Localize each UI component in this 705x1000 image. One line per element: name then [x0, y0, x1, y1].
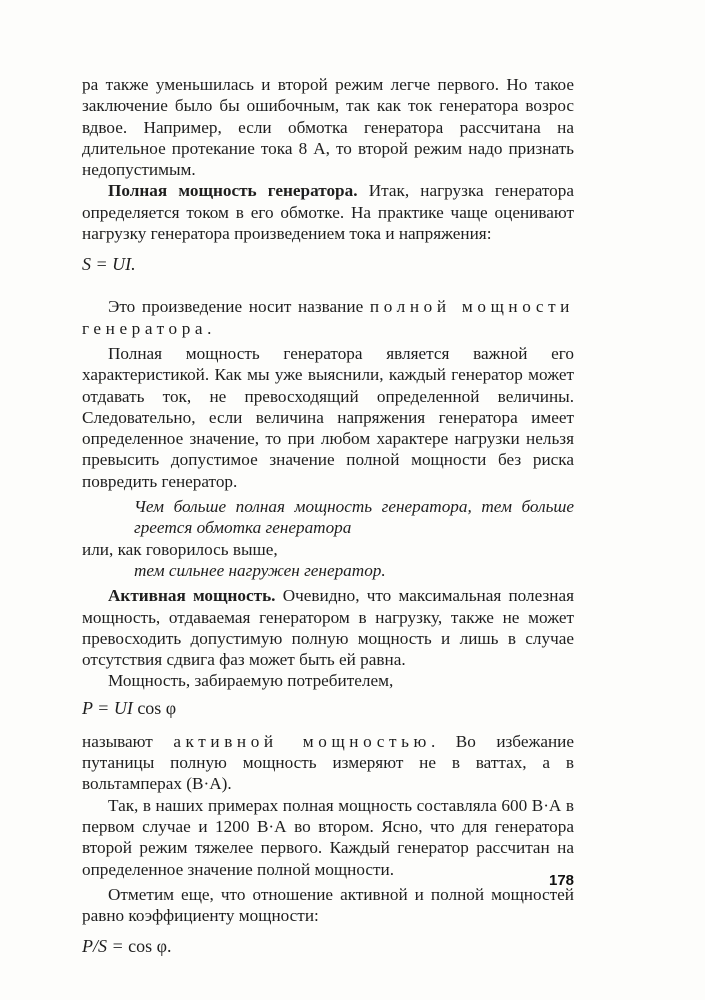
italic-rule: Чем больше полная мощность генератора, тем больше греется обмотка генератора: [134, 497, 574, 538]
paragraph-text: Это произведение носит название: [108, 297, 370, 317]
paragraph-continuation: ра также уменьшилась и второй режим легче первого. Но такое заключение было бы ошибочным, так как ток генератора возрос вдвое. Например, если обмотка генератора рассчитана на длительное протекание тока 8 А, то второй режим надо признать недопустимым.: [82, 75, 574, 180]
paragraph-connector: или, как говорилось выше,: [82, 539, 278, 559]
paragraph-text: Очевидно, что максимальная полезная мощность, отдаваемая генератором в нагрузку, также не может превосходить допустимую полную мощность и лишь в случае отсутствия сдвига фаз может быть ей равна.: [82, 586, 574, 670]
paragraph-text: .: [207, 318, 212, 338]
paragraph-consumer-power: Мощность, забираемую потребителем,: [108, 671, 394, 691]
spaced-term-active-power: активной мощностью: [173, 731, 431, 751]
paragraph-characteristic: Полная мощность генератора является важной его характеристикой. Как мы уже выяснили, каждый генератор может отдавать ток, не превосходящий определенной величины. Следовательно, если величина напряжения генератора имеет определенное значение, то при любом характере нагрузки нельзя превысить допустимое значение полной мощности без риска повредить генератор.: [82, 343, 574, 491]
formula-full-power: S = UI.: [82, 254, 136, 275]
formula-main: P/S =: [82, 936, 129, 957]
paragraph-text: Итак, нагрузка генератора определяется током в его обмотке. На практике чаще оценивают нагрузку генератора произведением тока и напряжения:: [82, 181, 574, 244]
formula-active-power: [82, 692, 574, 731]
page-number: 178: [549, 872, 575, 889]
page-text: [82, 74, 574, 960]
paragraph-full-power: [82, 180, 574, 244]
paragraph-text: называют: [82, 731, 174, 751]
run-in-heading-active-power: Активная мощность.: [108, 586, 276, 606]
formula-cos: cos φ.: [128, 936, 172, 957]
paragraph-ratio: Отметим еще, что отношение активной и полной мощностей равно коэффициенту мощности:: [82, 884, 574, 926]
run-in-heading-full-power: Полная мощность генератора.: [108, 181, 358, 201]
paragraph-definition: [82, 296, 574, 339]
paragraph-text: . Во избежание путаницы полную мощность измеряют не в ваттах, а в вольтамперах (В·А).: [82, 731, 574, 794]
spaced-term-full-power: полной мощности генератора: [82, 297, 574, 338]
paragraph-active-power: [82, 585, 574, 670]
formula-cos: cos φ: [132, 697, 177, 718]
formula-main: P = UI: [82, 697, 133, 718]
paragraph-examples: Так, в наших примерах полная мощность составляла 600 В·А в первом случае и 1200 В·А во втором. Ясно, что для генератора второй режим тяжелее первого. Каждый генератор рассчитан на определенное значение полной мощности.: [82, 795, 574, 879]
italic-rule-continuation: тем сильнее нагружен генератор.: [134, 560, 386, 580]
formula-power-factor: [82, 926, 574, 960]
paragraph-active-term: [82, 731, 574, 795]
